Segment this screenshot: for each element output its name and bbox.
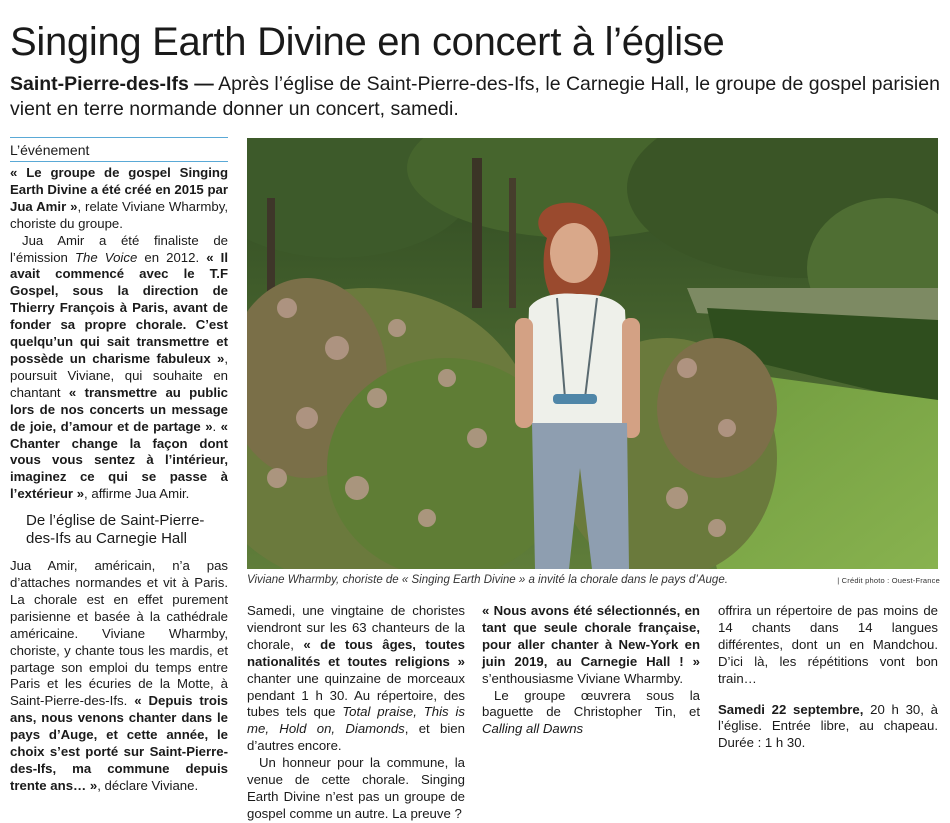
headline: Singing Earth Divine en concert à l’église	[10, 20, 725, 64]
practical-info: Samedi 22 septembre, 20 h 30, à l’église. Entrée libre, au chapeau. Durée : 1 h 30.	[718, 701, 938, 751]
paragraph-5-cont: « Nous avons été sélectionnés, en tant que seule chorale française, pour aller chanter à New-York en juin 2019, au Carnegie Hall ! » s’enthousiasme Viviane Wharmby.	[482, 603, 700, 686]
photo-credit: | Crédit photo : Ouest-France	[837, 576, 940, 585]
article-photo	[247, 138, 938, 569]
lede	[10, 72, 940, 122]
paragraph-4: Samedi, une vingtaine de choristes viendront sur les 63 chanteurs de la chorale, « de tous âges, toutes nationalités et toutes religions » chanter une quinzaine de morceaux pendant 1 h 30. Au répertoire, des tubes tels que Total praise, This is me, Hold on, Diamonds, et bien d’autres encore.	[247, 603, 465, 754]
column-4	[718, 603, 938, 752]
paragraph-3: Jua Amir, américain, n’a pas d’attaches normandes et vit à Paris. La chorale est en effet purement parisienne et basée à la cathédrale américaine. Viviane Wharmby, choriste, y chante tous les mardis, et partage son emploi du temps entre Paris et les écuries de la Motte, à Saint-Pierre-des-Ifs. « Depuis trois ans, nous venons chanter dans le pays d’Auge, et cette année, le choix s’est porté sur Saint-Pierre-des-Ifs, ma commune depuis trente ans… », déclare Viviane.	[10, 558, 228, 793]
dateline: Saint-Pierre-des-Ifs —	[10, 73, 214, 95]
paragraph-6: Le groupe œuvrera sous la baguette de Christopher Tin, et Calling all Dawns	[482, 687, 700, 737]
column-3	[482, 603, 700, 738]
paragraph-1: « Le groupe de gospel Singing Earth Divine a été créé en 2015 par Jua Amir », relate Viviane Wharmby, choriste du groupe.	[10, 165, 228, 231]
paragraph-2: Jua Amir a été finaliste de l’émission The Voice en 2012. « Il avait commencé avec le T.F Gospel, sous la direction de Thierry François à Paris, avant de fonder sa propre chorale. C’est quelqu’un qui sait transmettre et possède un charisme fabuleux », poursuit Viviane, qui souhaite en chantant « transmettre au public lors de nos concerts un message de joie, d’amour et de partage ». « Chanter change la façon dont vous vous sentez à l’intérieur, imaginez ce qui se passe à l’extérieur », affirme Jua Amir.	[10, 232, 228, 502]
photo-caption: Viviane Wharmby, choriste de « Singing Earth Divine » a invité la chorale dans le pays d’Auge.	[247, 574, 728, 586]
lede-text: Après l’église de Saint-Pierre-des-Ifs, le Carnegie Hall, le groupe de gospel parisien vient en terre normande donner un concert, samedi.	[10, 73, 940, 120]
column-2	[247, 603, 465, 823]
subheading: De l’église de Saint-Pierre-des-Ifs au Carnegie Hall	[26, 512, 205, 548]
paragraph-5: Un honneur pour la commune, la venue de cette chorale. Singing Earth Divine n’est pas un groupe de gospel comme un autre. La preuve ?	[247, 755, 465, 821]
paragraph-6-cont: offrira un répertoire de pas moins de 14 chants dans 14 langues différentes, dont un en Mandchou. D’ici là, les répétitions vont bon train…	[718, 603, 938, 686]
column-1	[10, 165, 228, 795]
section-kicker: L’événement	[10, 137, 228, 162]
